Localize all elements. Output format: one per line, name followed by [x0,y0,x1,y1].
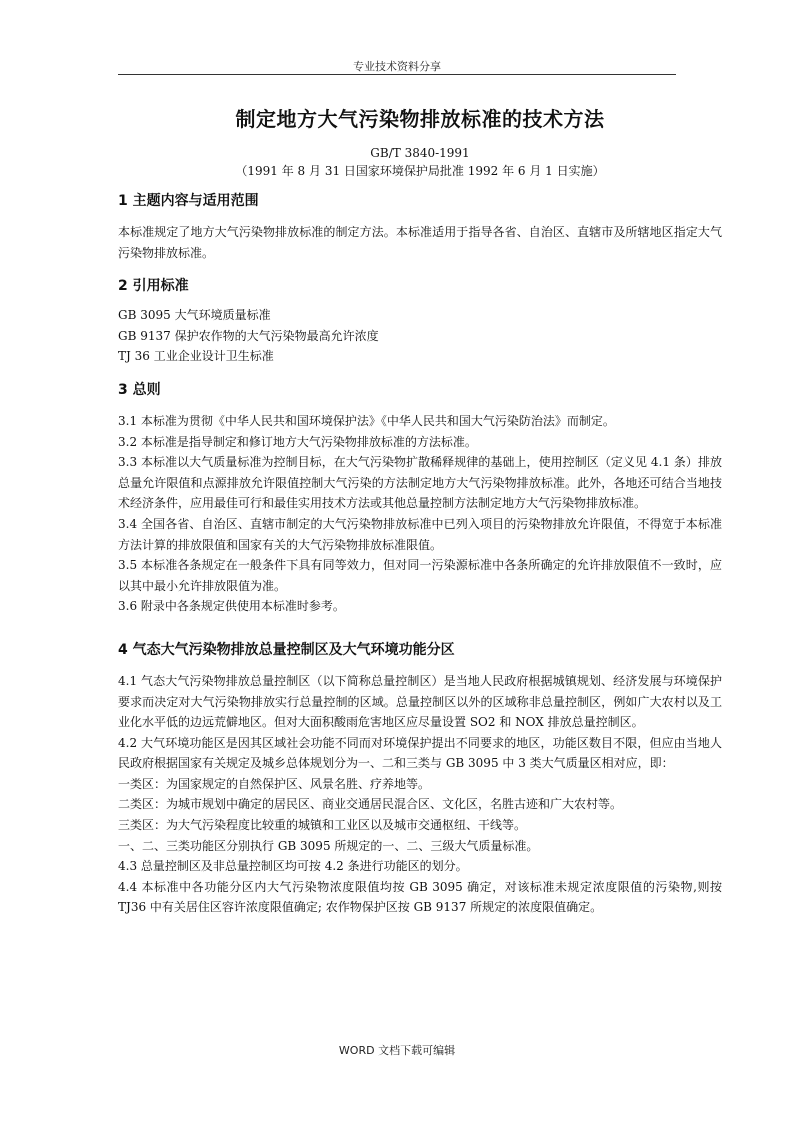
standard-number: GB/T 3840-1991 [370,146,470,160]
page-footer: WORD 文档下载可编辑 [338,1044,456,1057]
clause-3-6: 3.6 附录中各条规定供使用本标准时参考。 [118,599,345,614]
clause-3-3: 3.3 本标准以大气质量标准为控制目标，在大气污染物扩散稀释规律的基础上，使用控制区（定义见 4.1 条）排放总量允许限值和点源排放允许限值控制大气污染的方法制定地方大气污染物排放标准。此外，各地还可结合当地技术经济条件，应用最佳可行和最佳实用技术方法或其他总量控制方法制定地方大气污染物排放标准。 [118,455,722,511]
class-2-definition: 二类区：为城市规划中确定的居民区、商业交通居民混合区、文化区，名胜古迹和广大农村等。 [118,797,623,812]
section-heading: 4 气态大气污染物排放总量控制区及大气环境功能分区 [118,641,455,658]
section-3 [118,379,722,617]
clause-4-3: 4.3 总量控制区及非总量控制区均可按 4.2 条进行功能区的划分。 [118,859,468,874]
section-heading: 3 总则 [118,381,161,398]
class-standard-mapping: 一、二、三类功能区分别执行 GB 3095 所规定的一、二、三级大气质量标准。 [118,838,539,853]
clause-4-4: 4.4 本标准中各功能分区内大气污染物浓度限值均按 GB 3095 确定，对该标准未规定浓度限值的污染物,则按 TJ36 中有关居住区容许浓度限值确定; 农作物保护区按 GB 9137 所规定的浓度限值确定。 [118,879,722,915]
clause-3-2: 3.2 本标准是指导制定和修订地方大气污染物排放标准的方法标准。 [118,434,477,449]
document-title: 制定地方大气污染物排放标准的技术方法 [235,107,605,131]
clause-3-4: 3.4 全国各省、自治区、直辖市制定的大气污染物排放标准中已列入项目的污染物排放允许限值，不得宽于本标准方法计算的排放限值和国家有关的大气污染物排放标准限值。 [118,516,722,552]
clause-4-2: 4.2 大气环境功能区是因其区域社会功能不同而对环境保护提出不同要求的地区，功能区数目不限，但应由当地人民政府根据国家有关规定及城乡总体规划分为一、二和三类与 GB 3095 中 3 类大气质量区相对应，即： [118,735,722,771]
clause-3-1: 3.1 本标准为贯彻《中华人民共和国环境保护法》《中华人民共和国大气污染防治法》而制定。 [118,413,615,428]
class-3-definition: 三类区：为大气污染程度比较重的城镇和工业区以及城市交通枢纽、干线等。 [118,818,527,833]
section-2 [118,275,722,367]
section-heading: 2 引用标准 [118,278,189,295]
section-1 [118,190,722,263]
paragraph: 本标准规定了地方大气污染物排放标准的制定方法。本标准适用于指导各省、自治区、直辖市及所辖地区指定大气污染物排放标准。 [118,225,722,260]
document-body [118,104,722,918]
reference-item: GB 3095 大气环境质量标准 [118,308,271,323]
clause-4-1: 4.1 气态大气污染物排放总量控制区（以下简称总量控制区）是当地人民政府根据城镇规划、经济发展与环境保护要求而决定对大气污染物排放实行总量控制的区域。总量控制区以外的区域称非总量控制区，例如广大农村以及工业化水平低的边远荒僻地区。但对大面积酸雨危害地区应尽量设置 SO2 和 NOX 排放总量控制区。 [118,673,722,730]
header-divider [118,74,676,75]
reference-list [118,305,722,367]
approval-note: （1991 年 8 月 31 日国家环境保护局批准 1992 年 6 月 1 日实施） [235,164,605,178]
class-1-definition: 一类区：为国家规定的自然保护区、风景名胜、疗养地等。 [118,776,431,791]
reference-item: GB 9137 保护农作物的大气污染物最高允许浓度 [118,328,379,343]
section-heading: 1 主题内容与适用范围 [118,193,259,209]
section-4 [118,639,722,918]
page-header: 专业技术资料分享 [353,60,441,73]
reference-item: TJ 36 工业企业设计卫生标准 [118,349,274,364]
clause-3-5: 3.5 本标准各条规定在一般条件下具有同等效力，但对同一污染源标准中各条所确定的允许排放限值不一致时，应以其中最小允许排放限值为准。 [118,558,722,593]
